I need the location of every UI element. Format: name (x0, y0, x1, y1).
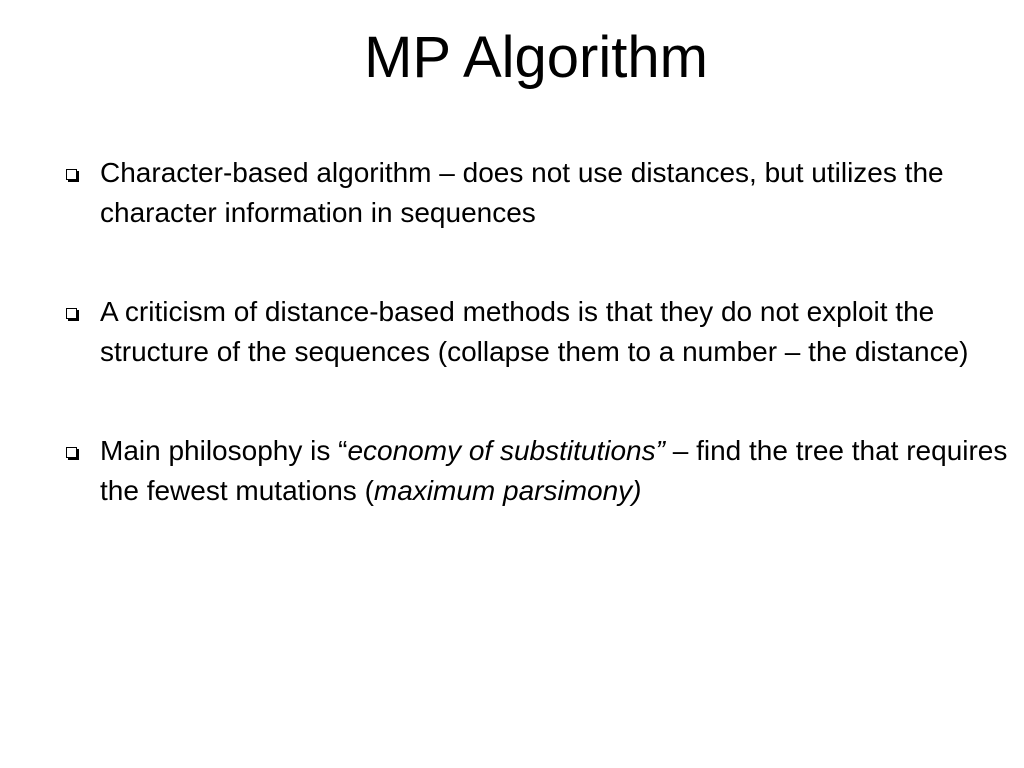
bullet-item-criticism (66, 292, 1016, 372)
slide-title: MP Algorithm (364, 25, 708, 90)
bullet-list (66, 153, 1016, 511)
bullet-text: Character-based algorithm – does not use distances, but utilizes the character information in sequences (100, 157, 944, 228)
bullet-text-segment: – find the tree that requires the fewest mutations ( (100, 435, 1008, 506)
square-bullet-icon (66, 169, 77, 180)
square-bullet-icon (66, 447, 77, 458)
bullet-item-character-based (66, 153, 1016, 233)
bullet-item-philosophy (66, 431, 1016, 511)
bullet-text: A criticism of distance-based methods is that they do not exploit the structure of the sequences (collapse them to a number – the distance) (100, 296, 969, 367)
square-bullet-icon (66, 308, 77, 319)
bullet-text-emphasis: maximum parsimony) (373, 475, 642, 506)
bullet-text-segment: Main philosophy is “ (100, 435, 348, 466)
bullet-text-emphasis: economy of substitutions” (347, 435, 665, 466)
